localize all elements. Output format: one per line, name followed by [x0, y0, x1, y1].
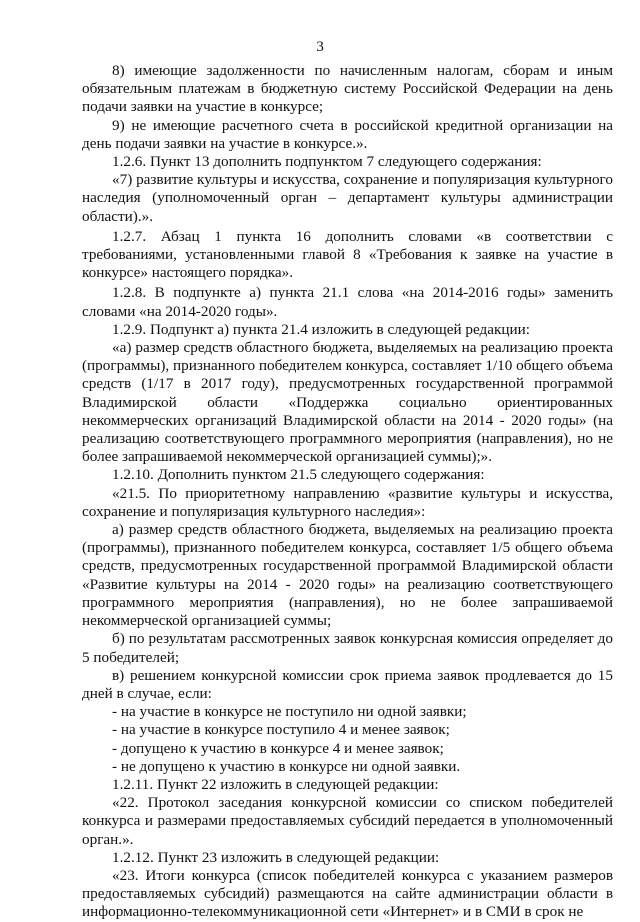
document-body	[82, 62, 613, 922]
clause-1-2-9: 1.2.9. Подпункт а) пункта 21.4 изложить в следующей редакции:	[112, 320, 530, 338]
clause-1-2-10: 1.2.10. Дополнить пунктом 21.5 следующего содержания:	[112, 466, 485, 484]
list-item-8: 8) имеющие задолженности по начисленным налогам, сборам и иным обязательным платежам в бюджетную систему Российской Федерации на день подачи заявки на участие в конкурсе;	[82, 62, 613, 116]
page-number: 3	[316, 38, 324, 55]
quoted-point-23: «23. Итоги конкурса (список победителей конкурса с указанием размеров предоставляемых субсидий) размещаются на сайте администрации области в информационно-телекоммуникационной сети «Интернет» и в СМИ в срок не	[82, 866, 613, 921]
clause-1-2-12: 1.2.12. Пункт 23 изложить в следующей редакции:	[112, 848, 440, 866]
dash-item-3: - допущено к участию в конкурсе 4 и менее заявок;	[112, 739, 444, 757]
subitem-v: в) решением конкурсной комиссии срок приема заявок продлевается до 15 дней в случае, если:	[82, 666, 613, 702]
dash-item-2: - на участие в конкурсе поступило 4 и менее заявок;	[112, 721, 450, 739]
list-item-9: 9) не имеющие расчетного счета в российской кредитной организации на день подачи заявки на участие в конкурсе.».	[82, 116, 613, 152]
clause-1-2-6: 1.2.6. Пункт 13 дополнить подпунктом 7 следующего содержания:	[112, 153, 542, 171]
quoted-point-21-5: «21.5. По приоритетному направлению «развитие культуры и искусства, сохранение и популяризация культурного наследия»:	[82, 484, 613, 520]
quoted-subitem-a: «а) размер средств областного бюджета, выделяемых на реализацию проекта (программы), признанного победителем конкурса, составляет 1/10 общего объема средств (1/17 в 2017 году), предусмотренных государственной программой Владимирской области «Поддержка социально ориентированных некоммерческих организаций Владимирской области на 2014 - 2020 годы» (на реализацию соответствующего программного мероприятия (направления), но не более запрашиваемой некоммерческой организацией суммы);».	[82, 339, 613, 466]
dash-item-4: - не допущено к участию в конкурсе ни одной заявки.	[112, 757, 461, 775]
subitem-a: а) размер средств областного бюджета, выделяемых на реализацию проекта (программы), признанного победителем конкурса, составляет 1/5 общего объема средств, предусмотренных государственной программой Владимирской области «Развитие культуры на 2014 - 2020 годы» на реализацию соответствующего программного мероприятия (направления), но не более запрашиваемой некоммерческой организацией суммы;	[82, 521, 613, 630]
subitem-b: б) по результатам рассмотренных заявок конкурсная комиссия определяет до 5 победителей;	[82, 630, 613, 666]
clause-1-2-7: 1.2.7. Абзац 1 пункта 16 дополнить словами «в соответствии с требованиями, установленными главой 8 «Требования к заявке на участие в конкурсе» настоящего порядка».	[82, 227, 613, 282]
dash-item-1: - на участие в конкурсе не поступило ни одной заявки;	[112, 703, 467, 721]
clause-1-2-11: 1.2.11. Пункт 22 изложить в следующей редакции:	[112, 775, 439, 793]
quoted-point-22: «22. Протокол заседания конкурсной комиссии со списком победителей конкурса и размерами предоставляемых субсидий передается в уполномоченный орган.».	[82, 794, 613, 848]
quoted-subitem-7: «7) развитие культуры и искусства, сохранение и популяризация культурного наследия (уполномоченный орган – департамент культуры администрации области).».	[82, 171, 613, 225]
clause-1-2-8: 1.2.8. В подпункте а) пункта 21.1 слова «на 2014-2016 годы» заменить словами «на 2014-2020 годы».	[82, 284, 613, 320]
